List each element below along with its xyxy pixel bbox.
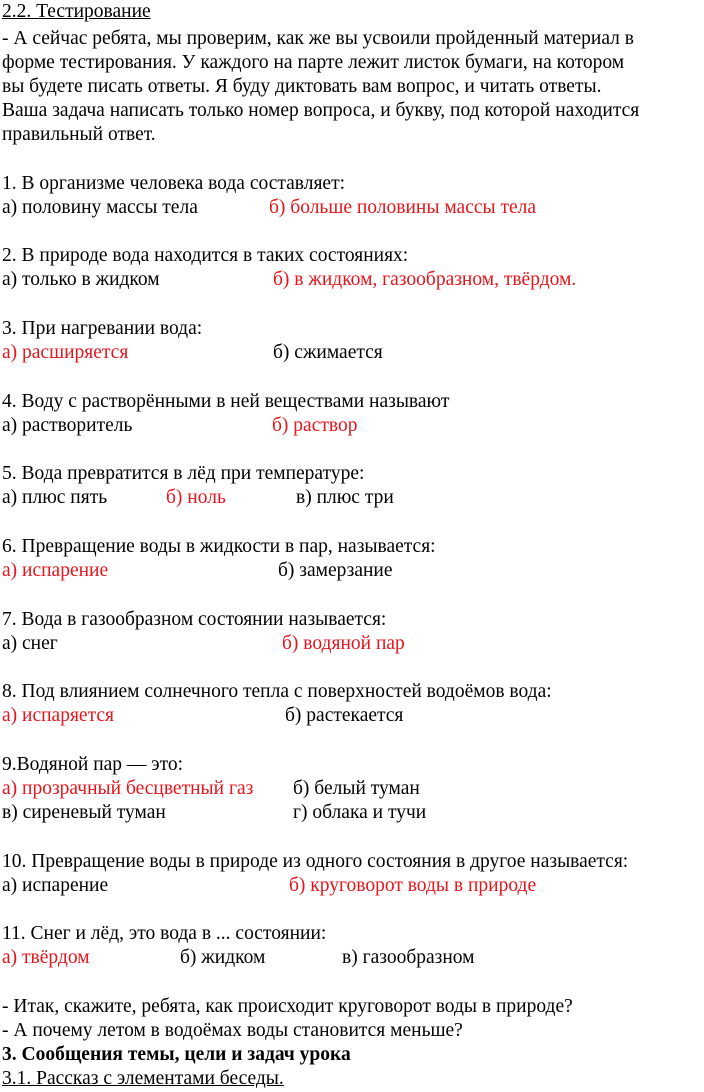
answer-option: б) сжимается	[273, 342, 383, 363]
section-3-heading: 3. Сообщения темы, цели и задач урока	[2, 1044, 351, 1065]
answer-option-correct: а) расширяется	[2, 342, 129, 363]
answer-option-correct: б) водяной пар	[282, 633, 405, 654]
question-text: 9.Водяной пар — это:	[2, 754, 184, 775]
intro-line: вы будете писать ответы. Я буду диктовать вам вопрос, и читать ответы.	[2, 76, 602, 97]
answer-option: а) половину массы тела	[2, 197, 198, 218]
intro-line: правильный ответ.	[2, 124, 156, 145]
answer-option: а) растворитель	[2, 415, 133, 436]
question-text: 7. Вода в газообразном состоянии называется:	[2, 609, 387, 630]
question-text: 8. Под влиянием солнечного тепла с поверхностей водоёмов вода:	[2, 681, 552, 702]
question-text: 1. В организме человека вода составляет:	[2, 173, 346, 194]
section-heading: 2.2. Тестирование	[2, 1, 151, 22]
answer-option-correct: б) в жидком, газообразном, твёрдом.	[273, 269, 577, 290]
answer-option-correct: б) ноль	[166, 487, 226, 508]
question-text: 5. Вода превратится в лёд при температуре:	[2, 463, 365, 484]
answer-option: а) снег	[2, 633, 58, 654]
answer-option: а) только в жидком	[2, 269, 160, 290]
question-text: 4. Воду с растворёнными в ней веществами называют	[2, 391, 450, 412]
intro-line: форме тестирования. У каждого на парте лежит листок бумаги, на котором	[2, 52, 625, 73]
intro-line: - А сейчас ребята, мы проверим, как же вы усвоили пройденный материал в	[2, 28, 634, 49]
closing-line: - Итак, скажите, ребята, как происходит круговорот воды в природе?	[2, 996, 573, 1017]
answer-option: а) плюс пять	[2, 487, 108, 508]
answer-option-correct: а) испарение	[2, 560, 109, 581]
answer-option: б) растекается	[285, 705, 404, 726]
answer-option-correct: а) прозрачный бесцветный газ	[2, 778, 254, 799]
answer-option-correct: а) твёрдом	[2, 947, 90, 968]
question-text: 2. В природе вода находится в таких состояниях:	[2, 245, 409, 266]
answer-option: г) облака и тучи	[293, 802, 427, 823]
question-text: 6. Превращение воды в жидкости в пар, называется:	[2, 536, 436, 557]
answer-option: в) газообразном	[342, 947, 475, 968]
answer-option-correct: б) круговорот воды в природе	[289, 875, 537, 896]
answer-option: в) плюс три	[296, 487, 394, 508]
answer-option: в) сиреневый туман	[2, 802, 166, 823]
closing-line: - А почему летом в водоёмах воды становится меньше?	[2, 1020, 463, 1041]
intro-line: Ваша задача написать только номер вопроса, и букву, под которой находится	[2, 100, 640, 121]
question-text: 10. Превращение воды в природе из одного состояния в другое называется:	[2, 851, 629, 872]
answer-option-correct: б) раствор	[272, 415, 358, 436]
question-text: 11. Снег и лёд, это вода в ... состоянии:	[2, 923, 327, 944]
question-text: 3. При нагревании вода:	[2, 318, 203, 339]
answer-option: а) испарение	[2, 875, 109, 896]
answer-option-correct: б) больше половины массы тела	[269, 197, 537, 218]
answer-option: б) жидком	[180, 947, 266, 968]
answer-option-correct: а) испаряется	[2, 705, 114, 726]
answer-option: б) замерзание	[278, 560, 393, 581]
section-3-1-heading: 3.1. Рассказ с элементами беседы.	[2, 1068, 284, 1089]
answer-option: б) белый туман	[293, 778, 420, 799]
